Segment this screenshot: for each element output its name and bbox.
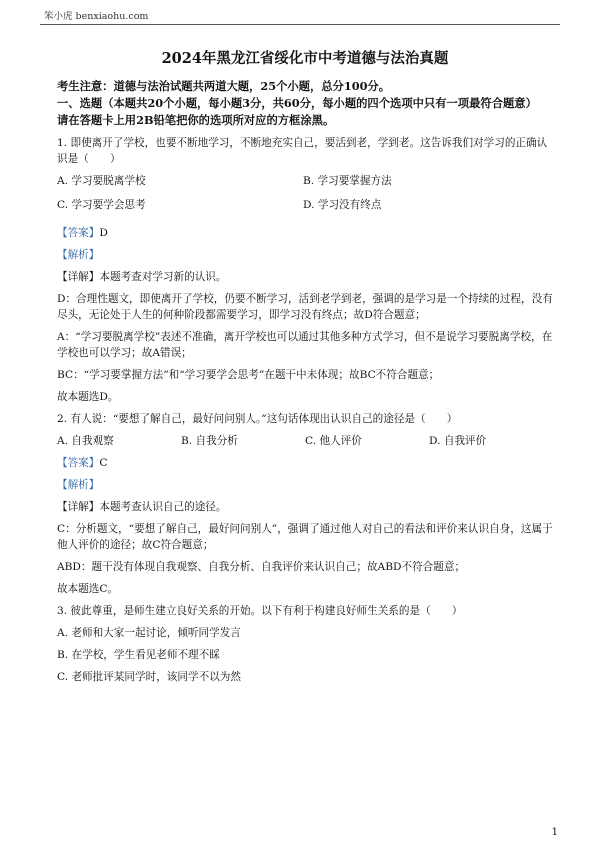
content-body (57, 50, 553, 691)
question-2-options (57, 433, 553, 449)
detail-text: 本题考查对学习新的认识。 (99, 271, 227, 283)
option-c: C. 老师批评某同学时，该同学不以为然 (57, 671, 241, 683)
notice-line-1: 考生注意：道德与法治试题共两道大题，25个小题，总分100分。 (57, 79, 391, 93)
q1-paragraph-3: BC：“学习要掌握方法”和“学习要学会思考”在题干中未体现；故BC不符合题意； (57, 369, 440, 381)
answer-line-2 (57, 455, 553, 471)
option-b: B. 学习要掌握方法 (303, 175, 392, 187)
question-3-stem: 3. 彼此尊重，是师生建立良好关系的开始。以下有利于构建良好师生关系的是（ ） (57, 605, 463, 617)
page-number: 1 (551, 827, 558, 838)
header-divider (40, 24, 560, 25)
option-a: A. 自我观察 (57, 435, 114, 447)
option-b: B. 在学校，学生看见老师不理不睬 (57, 649, 220, 661)
page-title: 2024年黑龙江省绥化市中考道德与法治真题 (161, 50, 449, 67)
detail-line-1 (57, 269, 553, 285)
answer-line-1 (57, 225, 553, 241)
option-d: D. 自我评价 (429, 435, 487, 447)
answer-tag: 【答案】 (57, 227, 100, 239)
option-a: A. 老师和大家一起讨论，倾听同学发言 (57, 627, 241, 639)
analysis-tag: 【解析】 (57, 479, 100, 491)
analysis-line-2 (57, 477, 553, 493)
option-a: A. 学习要脱离学校 (57, 175, 146, 187)
q2-paragraph-3: 故本题选C。 (57, 583, 119, 595)
q1-paragraph-1: D：合理性题文，即使离开了学校，仍要不断学习，活到老学到老，强调的是学习是一个持续的过程，没有尽头，无论处于人生的何种阶段都需要学习，即学习没有终点；故D符合题意； (57, 293, 553, 321)
option-c: C. 他人评价 (305, 435, 362, 447)
answer-value: C (99, 457, 108, 469)
detail-tag: 【详解】 (57, 271, 100, 283)
question-1-stem: 1. 即使离开了学校，也要不断地学习，不断地充实自己，要活到老，学到老。这告诉我们对学习的正确认识是（ ） (57, 137, 548, 165)
header-site: 笨小虎 benxiaohu.com (44, 11, 149, 22)
answer-tag: 【答案】 (57, 457, 100, 469)
option-c: C. 学习要学会思考 (57, 199, 146, 211)
q2-paragraph-1: C：分析题文，“要想了解自己，最好问问别人”，强调了通过他人对自己的看法和评价来认识自身，这属于他人评价的途径；故C符合题意； (57, 523, 553, 551)
detail-line-2 (57, 499, 553, 515)
notice-line-2: 一、选题（本题共20个小题，每小题3分，共60分，每小题的四个选项中只有一项最符合题意） (57, 96, 537, 110)
notice-line-3: 请在答题卡上用2B铅笔把你的选项所对应的方框涂黑。 (57, 113, 335, 127)
answer-value: D (99, 227, 108, 239)
q1-paragraph-4: 故本题选D。 (57, 391, 119, 403)
analysis-line-1 (57, 247, 553, 263)
q1-paragraph-2: A：“学习要脱离学校”表述不准确，离开学校也可以通过其他多种方式学习，但不是说学习要脱离学校，在学校也可以学习；故A错误； (57, 331, 553, 359)
q2-paragraph-2: ABD：题干没有体现自我观察、自我分析、自我评价来认识自己；故ABD不符合题意； (57, 561, 466, 573)
analysis-tag: 【解析】 (57, 249, 100, 261)
detail-tag: 【详解】 (57, 501, 100, 513)
option-b: B. 自我分析 (181, 435, 238, 447)
question-1-options (57, 173, 553, 213)
option-d: D. 学习没有终点 (303, 199, 382, 211)
question-2-stem: 2. 有人说：“要想了解自己，最好问问别人。”这句话体现出认识自己的途径是（ ） (57, 413, 458, 425)
detail-text: 本题考查认识自己的途径。 (99, 501, 227, 513)
